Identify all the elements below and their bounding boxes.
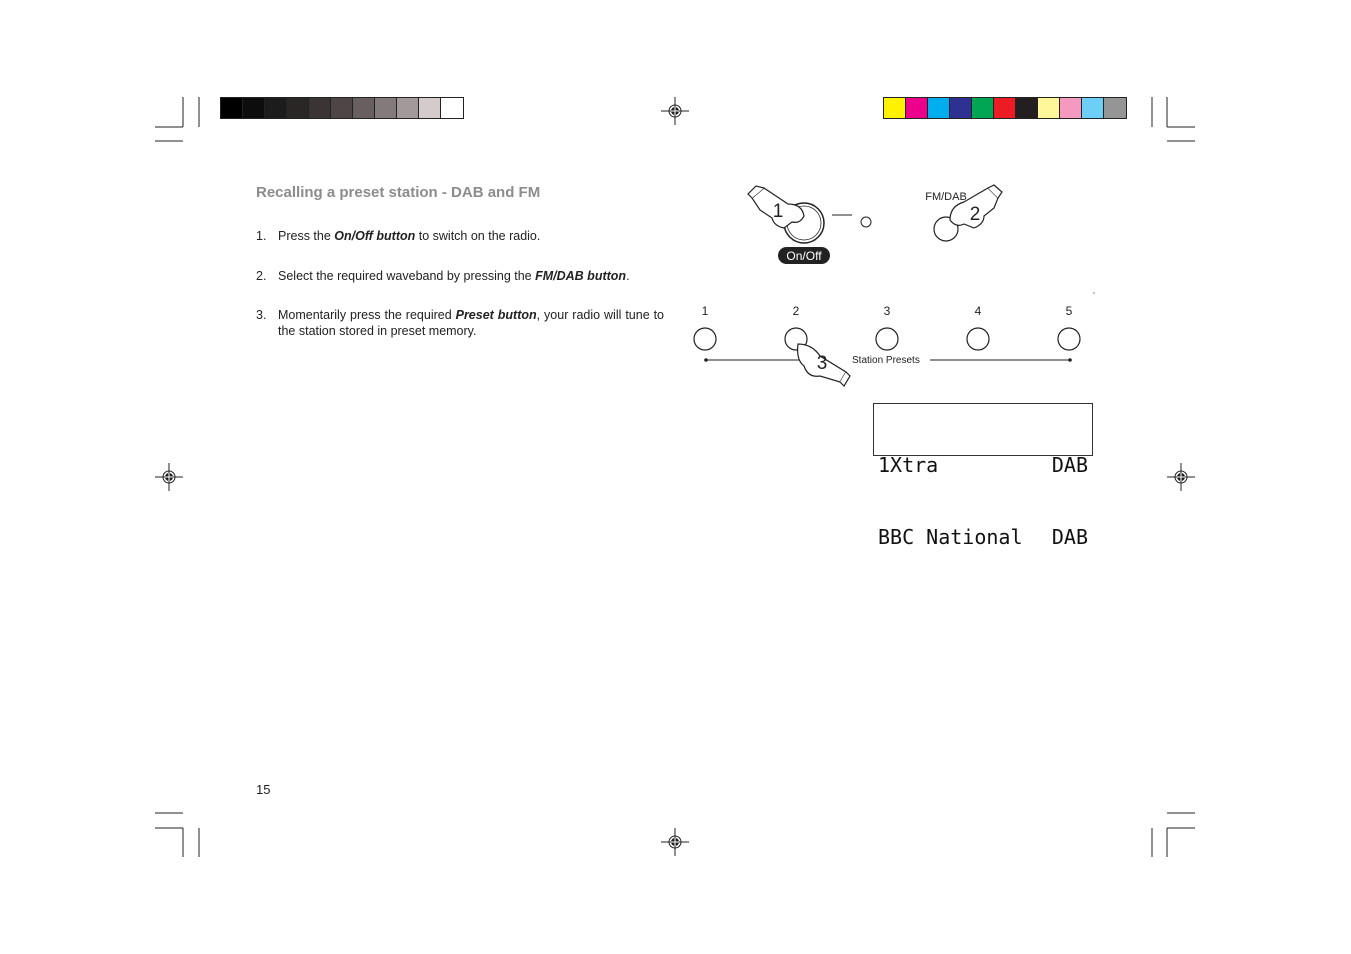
color-swatch bbox=[1016, 98, 1038, 118]
color-swatch bbox=[1082, 98, 1104, 118]
radio-controls-diagram bbox=[680, 180, 1120, 390]
step-item: 1. Press the On/Off button to switch on the radio. bbox=[256, 229, 541, 243]
svg-text:3: 3 bbox=[883, 304, 891, 318]
callout-number: 2 bbox=[969, 204, 981, 225]
lcd-display bbox=[873, 403, 1093, 549]
section-heading: Recalling a preset station - DAB and FM bbox=[256, 184, 541, 201]
color-swatch bbox=[309, 98, 331, 118]
step-button-name: Preset button bbox=[455, 308, 537, 322]
svg-text:2: 2 bbox=[792, 304, 800, 318]
color-swatch bbox=[397, 98, 419, 118]
color-swatch bbox=[1038, 98, 1060, 118]
color-swatch bbox=[928, 98, 950, 118]
grayscale-calibration-bar bbox=[220, 97, 464, 119]
color-calibration-bar bbox=[883, 97, 1127, 119]
fmdab-label: FM/DAB bbox=[925, 191, 967, 203]
color-swatch bbox=[994, 98, 1016, 118]
step-item: 2. Select the required waveband by pressing the FM/DAB button. bbox=[256, 269, 630, 283]
color-swatch bbox=[419, 98, 441, 118]
svg-text:4: 4 bbox=[974, 304, 982, 318]
page-number: 15 bbox=[256, 782, 271, 797]
color-swatch bbox=[884, 98, 906, 118]
color-swatch bbox=[287, 98, 309, 118]
preset-buttons bbox=[694, 328, 1080, 350]
color-swatch bbox=[221, 98, 243, 118]
color-swatch bbox=[1060, 98, 1082, 118]
lcd-line-1: 1Xtra DAB bbox=[878, 453, 1088, 477]
step-button-name: FM/DAB button bbox=[535, 269, 627, 283]
step-button-name: On/Off button bbox=[334, 229, 416, 243]
callout-number: 3 bbox=[816, 353, 828, 374]
color-swatch bbox=[441, 98, 463, 118]
color-swatch bbox=[906, 98, 928, 118]
color-swatch bbox=[265, 98, 287, 118]
color-swatch bbox=[950, 98, 972, 118]
color-swatch bbox=[972, 98, 994, 118]
station-presets-label: Station Presets bbox=[852, 355, 920, 366]
callout-number: 1 bbox=[772, 201, 784, 222]
color-swatch bbox=[353, 98, 375, 118]
led-indicator bbox=[861, 217, 871, 227]
preset-numbers bbox=[702, 304, 1073, 318]
svg-text:5: 5 bbox=[1065, 304, 1073, 318]
color-swatch bbox=[1104, 98, 1126, 118]
color-swatch bbox=[375, 98, 397, 118]
onoff-label: On/Off bbox=[786, 249, 822, 263]
svg-text:1: 1 bbox=[701, 304, 709, 318]
color-swatch bbox=[243, 98, 265, 118]
lcd-line-2: BBC National DAB bbox=[878, 525, 1088, 549]
step-item: 3. Momentarily press the required Preset button, your radio will tune to the station stored in preset memory. bbox=[256, 308, 664, 338]
color-swatch bbox=[331, 98, 353, 118]
